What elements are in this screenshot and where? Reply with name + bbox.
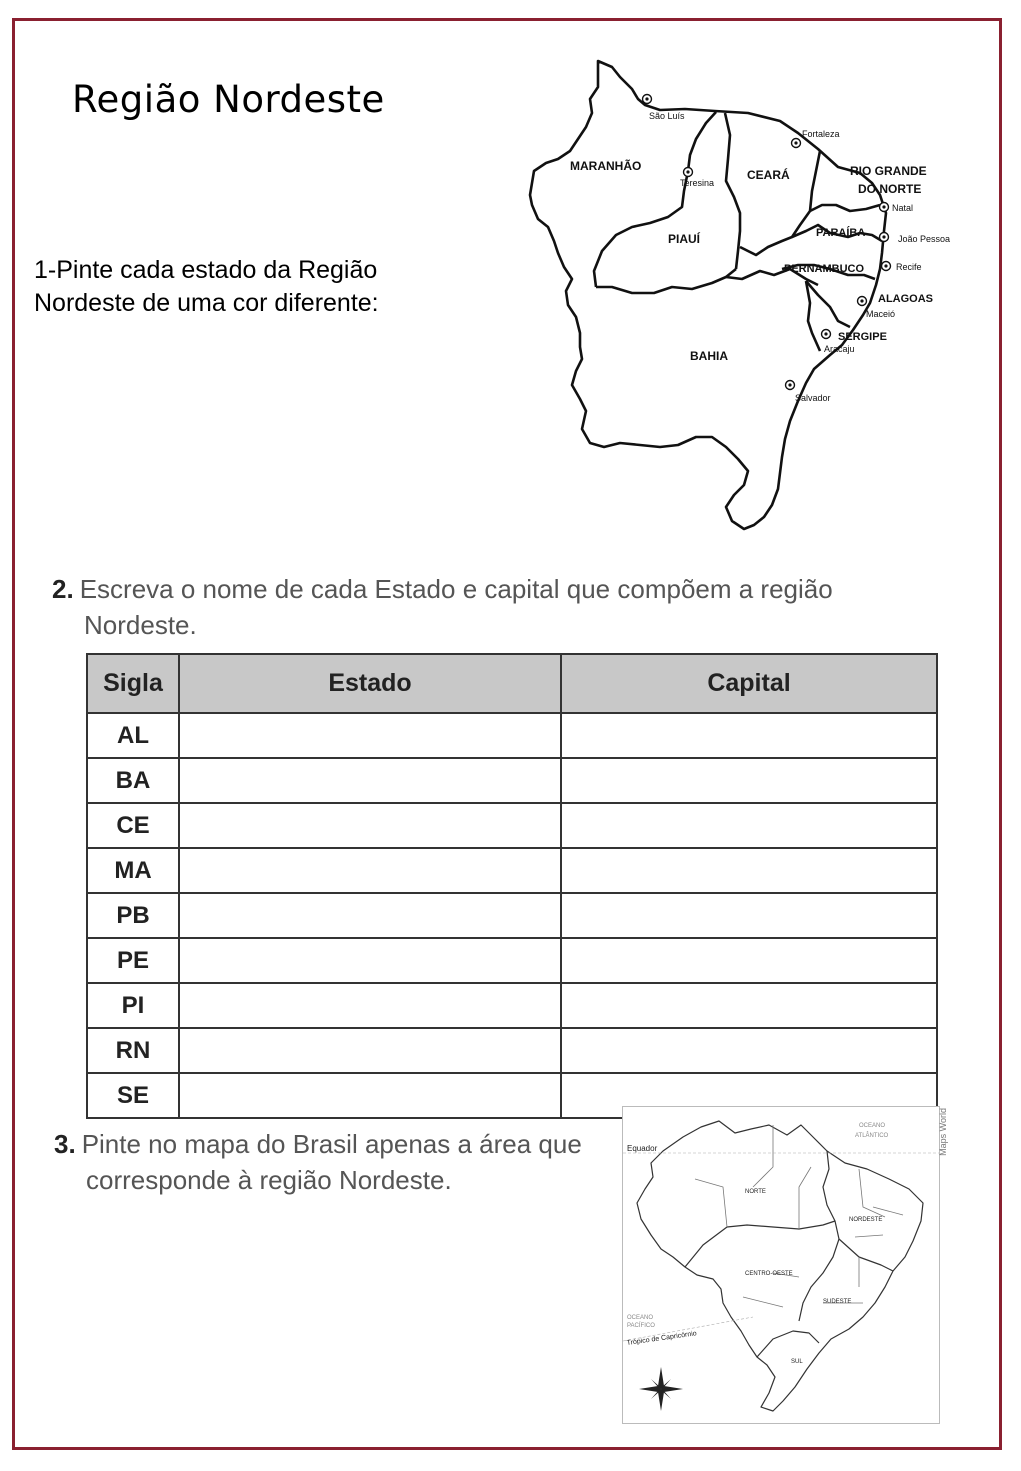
- question-1-line-1: 1-Pinte cada estado da Região: [34, 256, 378, 284]
- label-teresina: Teresina: [680, 178, 715, 188]
- sigla-cell: PE: [87, 938, 179, 983]
- compass-rose-icon: [639, 1367, 683, 1411]
- border-sul: [757, 1331, 819, 1357]
- page-title: Região Nordeste: [72, 78, 385, 121]
- sigla-cell: PI: [87, 983, 179, 1028]
- question-3: [54, 1126, 624, 1198]
- capital-cell[interactable]: [561, 803, 937, 848]
- estado-cell[interactable]: [179, 758, 561, 803]
- estado-cell[interactable]: [179, 848, 561, 893]
- map-credit: Maps World: [938, 1108, 948, 1156]
- sigla-cell: MA: [87, 848, 179, 893]
- estado-cell[interactable]: [179, 1073, 561, 1118]
- question-3-number: 3.: [54, 1129, 76, 1159]
- sigla-cell: BA: [87, 758, 179, 803]
- label-norte: NORTE: [745, 1189, 766, 1195]
- label-piaui: PIAUÍ: [668, 232, 701, 246]
- label-rio-grande-1: RIO GRANDE: [850, 164, 927, 178]
- brazil-outline: [637, 1121, 923, 1411]
- capital-cell[interactable]: [561, 848, 937, 893]
- question-3-line-2: corresponde à região Nordeste.: [86, 1165, 452, 1195]
- table-row: [87, 983, 937, 1028]
- border-ma-pi: [594, 112, 716, 287]
- border-co-sudeste: [799, 1239, 839, 1321]
- table-row: [87, 713, 937, 758]
- state-lines: [695, 1125, 903, 1307]
- label-ceara: CEARÁ: [747, 168, 790, 182]
- border-norte-nordeste: [823, 1151, 839, 1239]
- label-joao-pessoa: João Pessoa: [898, 234, 951, 244]
- label-equador: Equador: [627, 1144, 658, 1153]
- label-oceano-atlantico-1: OCEANO: [859, 1123, 886, 1129]
- estado-cell[interactable]: [179, 713, 561, 758]
- question-2: [52, 571, 892, 643]
- label-oceano-atlantico-2: ATLÂNTICO: [855, 1133, 889, 1139]
- label-sao-luis: São Luís: [649, 111, 685, 121]
- capital-cell[interactable]: [561, 938, 937, 983]
- label-sul: SUL: [791, 1359, 803, 1365]
- estado-cell[interactable]: [179, 893, 561, 938]
- header-capital: Capital: [561, 654, 937, 713]
- table-header-row: [87, 654, 937, 713]
- label-fortaleza: Fortaleza: [802, 129, 840, 139]
- estado-cell[interactable]: [179, 1028, 561, 1073]
- sigla-cell: CE: [87, 803, 179, 848]
- label-salvador: Salvador: [795, 393, 831, 403]
- states-table: [86, 653, 938, 1119]
- table-row: [87, 848, 937, 893]
- table-row: [87, 758, 937, 803]
- estado-cell[interactable]: [179, 803, 561, 848]
- label-maranhao: MARANHÃO: [570, 159, 642, 173]
- table-row: [87, 803, 937, 848]
- header-estado: Estado: [179, 654, 561, 713]
- label-rio-grande-2: DO NORTE: [858, 182, 922, 196]
- label-centro-oeste: CENTRO-OESTE: [745, 1271, 793, 1277]
- label-pernambuco: PERNAMBUCO: [784, 263, 865, 275]
- label-bahia: BAHIA: [690, 349, 728, 363]
- border-norte-centro-oeste: [685, 1221, 835, 1267]
- brazil-map-frame: [622, 1106, 940, 1424]
- label-natal: Natal: [892, 203, 914, 213]
- estado-cell[interactable]: [179, 983, 561, 1028]
- question-3-line-1: Pinte no mapa do Brasil apenas a área que: [81, 1129, 582, 1159]
- label-maceio: Maceió: [866, 309, 896, 319]
- header-sigla: Sigla: [87, 654, 179, 713]
- capital-cell[interactable]: [561, 1028, 937, 1073]
- table-row: [87, 1028, 937, 1073]
- table-row: [87, 893, 937, 938]
- question-1-line-2: Nordeste de uma cor diferente:: [34, 289, 379, 317]
- label-nordeste: NORDESTE: [849, 1217, 883, 1223]
- capital-cell[interactable]: [561, 713, 937, 758]
- label-tropico: Trópico de Capricórnio: [626, 1330, 698, 1347]
- label-alagoas: ALAGOAS: [878, 293, 933, 305]
- sigla-cell: AL: [87, 713, 179, 758]
- estado-cell[interactable]: [179, 938, 561, 983]
- capital-cell[interactable]: [561, 758, 937, 803]
- table-row: [87, 938, 937, 983]
- label-oceano-pacifico-1: OCEANO: [627, 1315, 654, 1321]
- brazil-map[interactable]: [623, 1107, 939, 1423]
- label-paraiba: PARAÍBA: [816, 227, 866, 239]
- capital-cell[interactable]: [561, 983, 937, 1028]
- nordeste-map[interactable]: [520, 55, 980, 535]
- label-recife: Recife: [896, 262, 922, 272]
- sigla-cell: PB: [87, 893, 179, 938]
- capital-cell[interactable]: [561, 893, 937, 938]
- label-aracaju: Aracaju: [824, 344, 855, 354]
- label-sergipe: SERGIPE: [838, 331, 887, 343]
- label-sudeste: SUDESTE: [823, 1299, 852, 1305]
- border-se-ba: [806, 281, 820, 351]
- border-ce-rn: [740, 151, 820, 255]
- sigla-cell: RN: [87, 1028, 179, 1073]
- question-1: [34, 254, 474, 320]
- border-pi-ba: [596, 269, 736, 293]
- border-sudeste-nordeste: [839, 1239, 893, 1271]
- sigla-cell: SE: [87, 1073, 179, 1118]
- question-2-number: 2.: [52, 574, 74, 604]
- border-rn-pb: [810, 205, 880, 211]
- border-pi-ce: [725, 113, 740, 269]
- question-2-line-1: Escreva o nome de cada Estado e capital que compõem a região: [79, 574, 833, 604]
- border-al-se: [806, 281, 850, 327]
- label-oceano-pacifico-2: PACÍFICO: [627, 1323, 655, 1329]
- question-2-line-2: Nordeste.: [84, 610, 197, 640]
